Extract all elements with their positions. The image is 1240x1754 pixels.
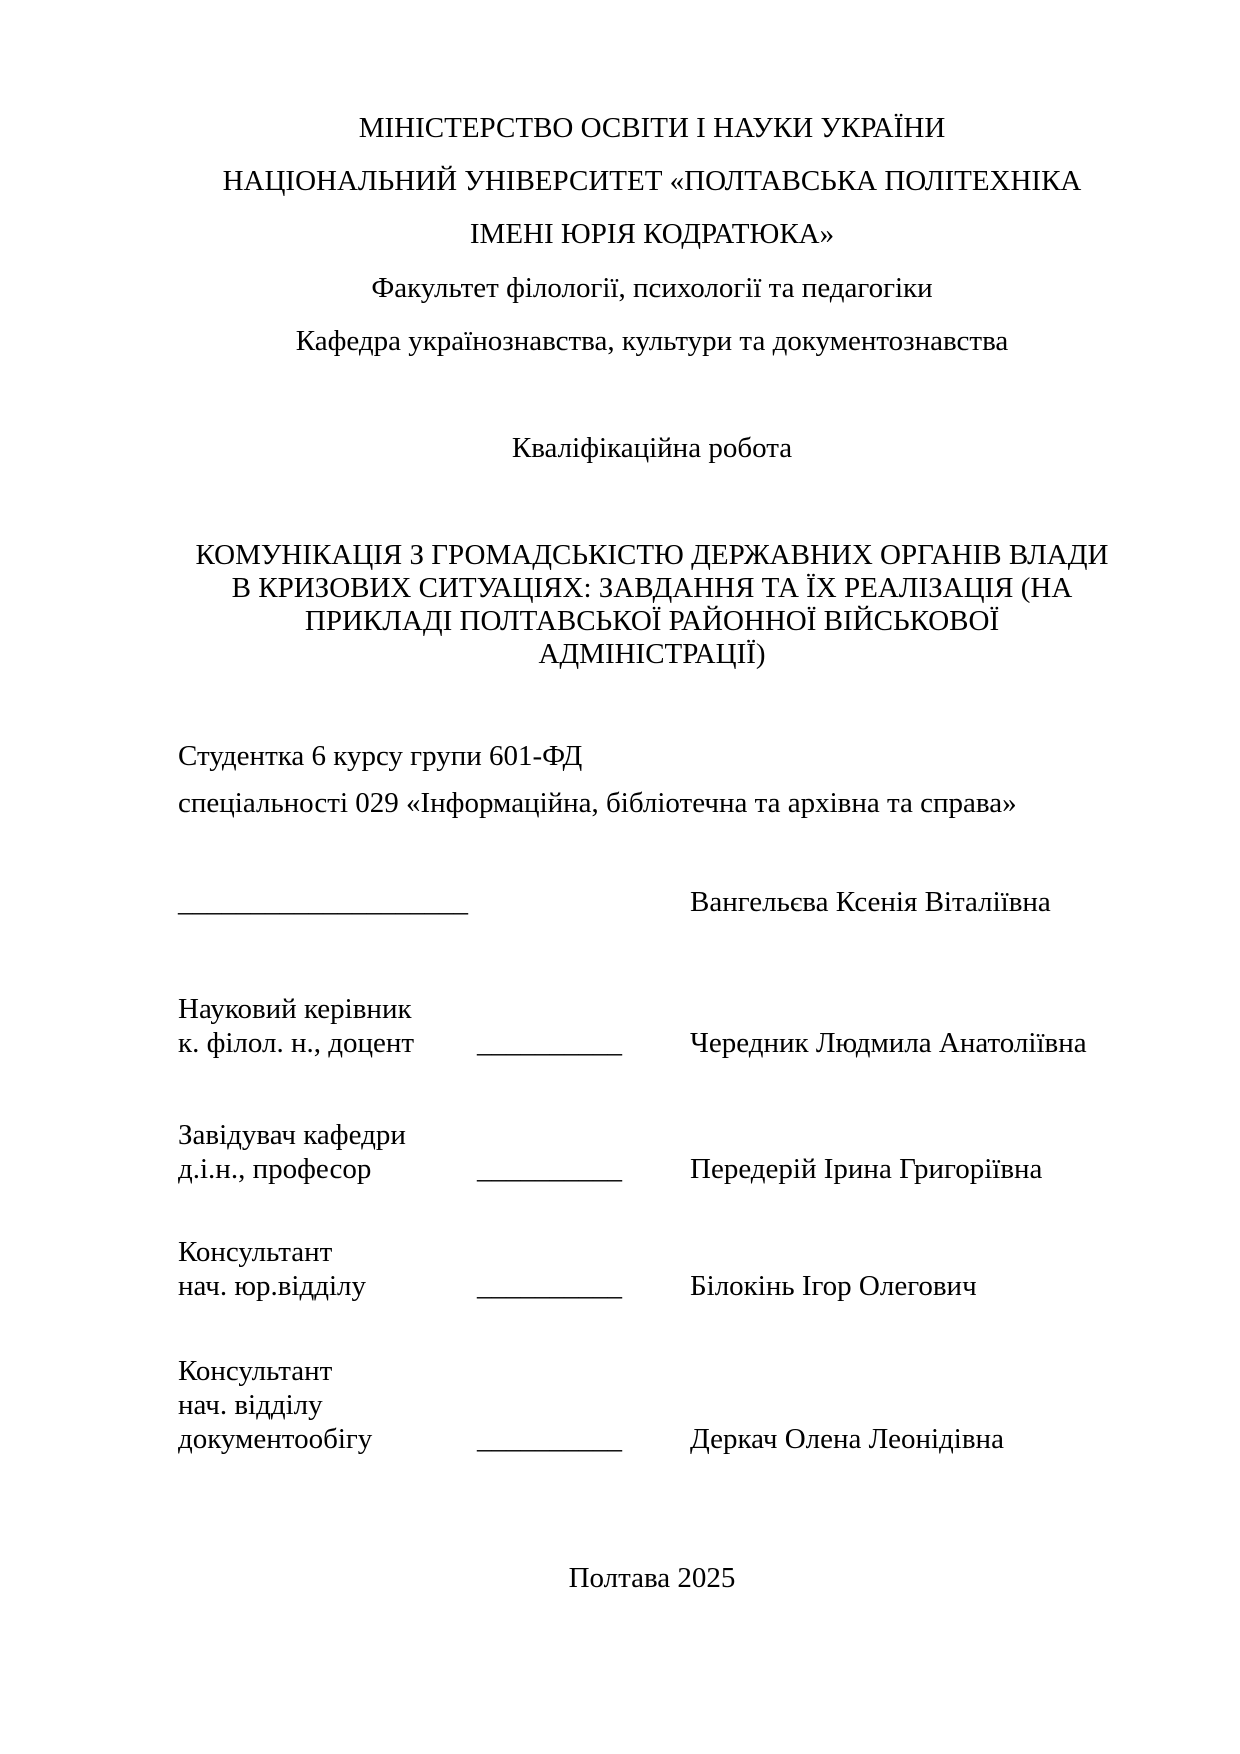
supervisor-role-line-2: к. філол. н., доцент [178, 1027, 415, 1059]
student-signature-line: ____________________ [178, 886, 468, 918]
consultant-docflow-name: Деркач Олена Леонідівна [690, 1423, 1004, 1455]
supervisor-name: Чередник Людмила Анатоліївна [690, 1027, 1087, 1059]
title-line-4: АДМІНІСТРАЦІЇ) [538, 638, 766, 670]
department-head-name: Передерій Ірина Григоріївна [690, 1153, 1043, 1185]
university-line-2: ІМЕНІ ЮРІЯ КОДРАТЮКА» [469, 218, 835, 250]
consultant-legal-role-line-2: нач. юр.відділу [178, 1270, 367, 1302]
supervisor-role-line-1: Науковий керівник [178, 993, 412, 1025]
title-line-1: КОМУНІКАЦІЯ З ГРОМАДСЬКІСТЮ ДЕРЖАВНИХ ОРГАНІВ ВЛАДИ [195, 539, 1109, 571]
department-head-role-line-1: Завідувач кафедри [178, 1119, 406, 1151]
supervisor-signature-line: __________ [477, 1027, 622, 1059]
consultant-legal-signature-line: __________ [477, 1270, 622, 1302]
department-head-signature-line: __________ [477, 1153, 622, 1185]
consultant-docflow-block [178, 1354, 1126, 1456]
consultant-legal-block [178, 1235, 1126, 1303]
consultant-legal-role [178, 1235, 1126, 1303]
university-line-1: НАЦІОНАЛЬНИЙ УНІВЕРСИТЕТ «ПОЛТАВСЬКА ПОЛІТЕХНІКА [222, 165, 1082, 197]
consultant-legal-name: Білокінь Ігор Олегович [690, 1270, 977, 1302]
student-course-line: Студентка 6 курсу групи 601-ФД [178, 740, 583, 772]
thesis-title [178, 539, 1126, 671]
department-line: Кафедра українознавства, культури та документознавства [295, 325, 1009, 357]
title-line-3: ПРИКЛАДІ ПОЛТАВСЬКОЇ РАЙОННОЇ ВІЙСЬКОВОЇ [304, 605, 1000, 637]
faculty-line: Факультет філології, психології та педагогіки [371, 272, 933, 304]
consultant-docflow-role-line-2: нач. відділу [178, 1389, 323, 1421]
consultant-docflow-role-line-1: Консультант [178, 1355, 333, 1387]
title-line-2: В КРИЗОВИХ СИТУАЦІЯХ: ЗАВДАННЯ ТА ЇХ РЕАЛІЗАЦІЯ (НА [231, 572, 1073, 604]
student-specialty-line: спеціальності 029 «Інформаційна, бібліотечна та архівна та справа» [178, 787, 1017, 819]
department-head-block [178, 1118, 1126, 1186]
ministry-line: МІНІСТЕРСТВО ОСВІТИ І НАУКИ УКРАЇНИ [358, 112, 946, 144]
work-type-label: Кваліфікаційна робота [511, 432, 793, 464]
footer-city-year: Полтава 2025 [568, 1562, 736, 1594]
consultant-legal-role-line-1: Консультант [178, 1236, 333, 1268]
department-head-role-line-2: д.і.н., професор [178, 1153, 372, 1185]
consultant-docflow-role-line-3: документообігу [178, 1423, 373, 1455]
supervisor-block [178, 992, 1126, 1060]
student-signature-row [178, 885, 1126, 919]
student-name: Вангельєва Ксенія Віталіївна [690, 886, 1051, 918]
consultant-docflow-signature-line: __________ [477, 1423, 622, 1455]
